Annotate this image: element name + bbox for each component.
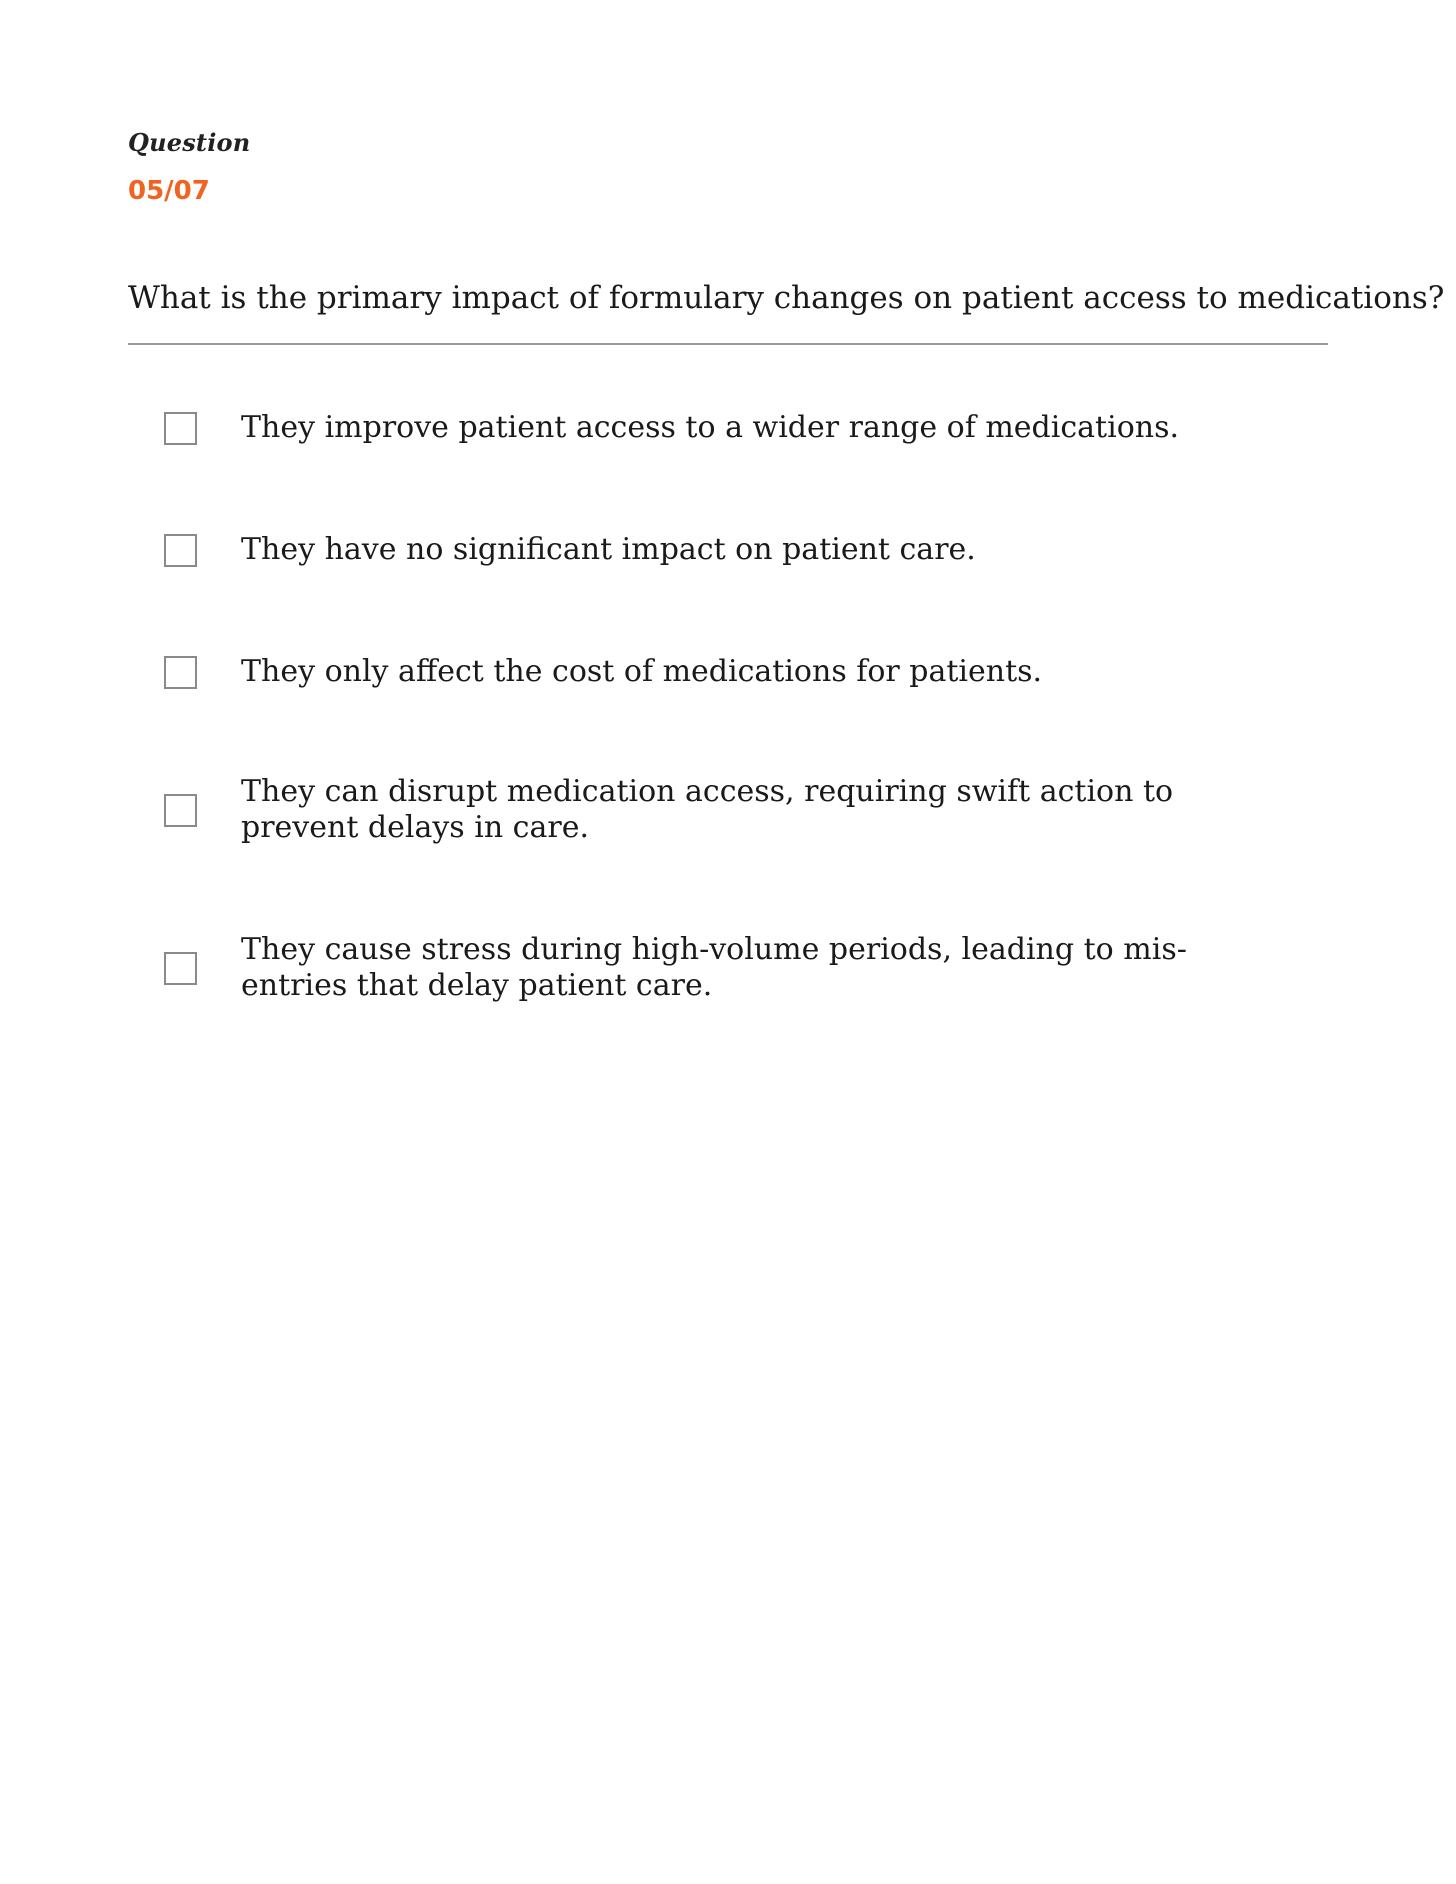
answer-option-label: They improve patient access to a wider range of medications. — [241, 410, 1180, 445]
checkbox[interactable] — [164, 412, 197, 445]
question-label: Question — [128, 128, 251, 157]
checkbox[interactable] — [164, 794, 197, 827]
question-text: What is the primary impact of formulary changes on patient access to medications? — [128, 280, 1445, 316]
answer-option[interactable] — [164, 532, 1284, 568]
answer-option[interactable] — [164, 774, 1284, 846]
answer-option-label: They can disrupt medication access, requiring swift action to prevent delays in care. — [241, 774, 1174, 845]
answer-option[interactable] — [164, 410, 1284, 446]
answer-option[interactable] — [164, 654, 1284, 690]
checkbox[interactable] — [164, 534, 197, 567]
answer-option-label: They have no significant impact on patient care. — [241, 532, 976, 567]
answer-option-label: They cause stress during high-volume periods, leading to mis-entries that delay patient care. — [241, 932, 1187, 1003]
question-counter: 05/07 — [128, 176, 210, 206]
checkbox[interactable] — [164, 952, 197, 985]
answer-option-label: They only affect the cost of medications for patients. — [241, 654, 1043, 689]
divider — [128, 343, 1328, 345]
checkbox[interactable] — [164, 656, 197, 689]
answer-option[interactable] — [164, 932, 1284, 1004]
